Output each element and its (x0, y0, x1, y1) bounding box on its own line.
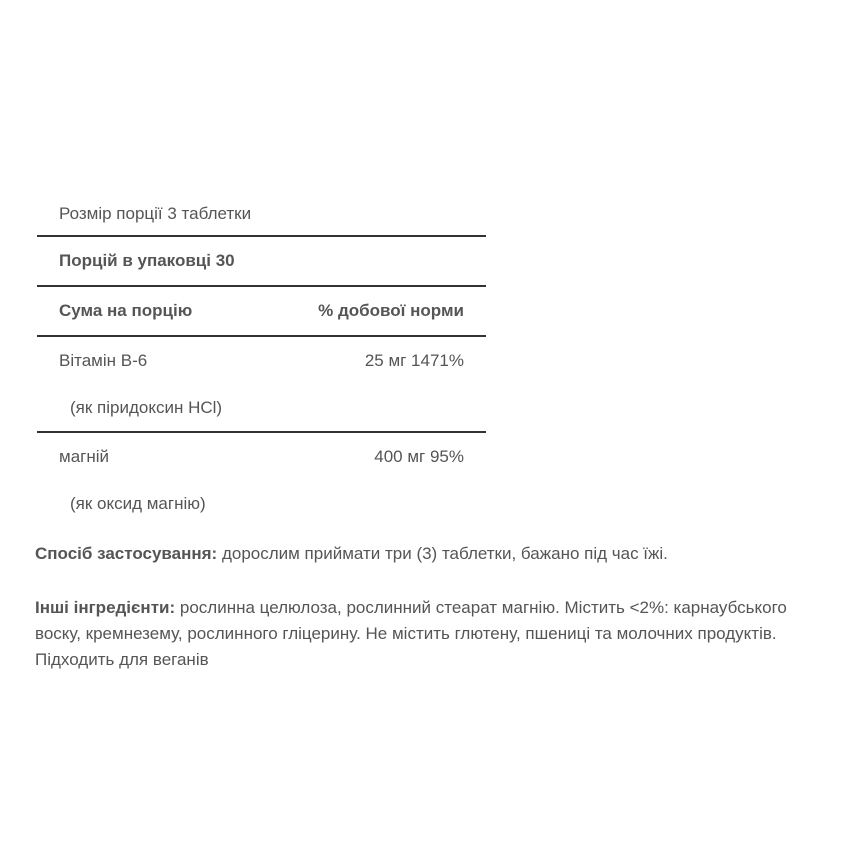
table-header-row (37, 287, 486, 337)
nutrient-row-magnesium (37, 433, 486, 527)
serving-size-row (37, 193, 486, 237)
daily-value-header: % добової норми (318, 301, 464, 320)
nutrient-name: Вітамін B-6 (59, 351, 148, 370)
nutrient-name: магній (59, 447, 110, 466)
usage-label: Спосіб застосування: (35, 544, 218, 563)
serving-size-text: Розмір порції 3 таблетки (59, 204, 252, 223)
nutrient-row-vitamin-b6 (37, 337, 486, 433)
other-ingredients-label: Інші інгредієнти: (35, 598, 176, 617)
nutrient-form: (як піридоксин HCl) (70, 398, 223, 417)
amount-per-serving-header: Сума на порцію (59, 301, 193, 320)
nutrient-amount: 400 мг 95% (374, 447, 464, 466)
other-ingredients-text: рослинна целюлоза, рослинний стеарат магнію. Містить <2%: карнаубського воску, кремнезему, рослинного гліцерину. Не містить глютену, пшениці та молочних продуктів. Підходить для веганів (35, 598, 787, 669)
servings-per-container-row (37, 237, 486, 287)
nutrient-form: (як оксид магнію) (70, 494, 206, 513)
usage-text: дорослим приймати три (3) таблетки, бажано під час їжі. (217, 544, 668, 563)
other-ingredients-paragraph (35, 595, 835, 673)
nutrient-amount: 25 мг 1471% (364, 351, 464, 370)
supplement-facts-table (37, 193, 486, 527)
usage-paragraph (35, 541, 835, 567)
servings-per-container-text: Порцій в упаковці 30 (59, 251, 235, 270)
